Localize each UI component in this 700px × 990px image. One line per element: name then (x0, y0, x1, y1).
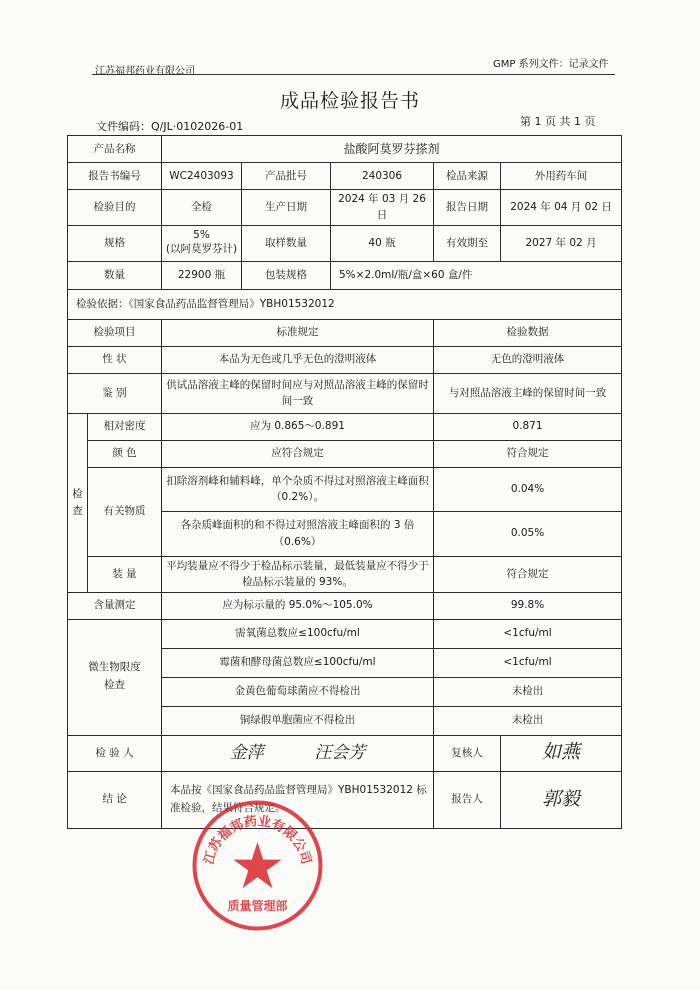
identification-label: 鉴 别 (68, 373, 162, 413)
reporter-label: 报告人 (434, 771, 501, 828)
spec-line1: 5% (193, 229, 210, 242)
batch-no: 240306 (331, 163, 434, 190)
micro-result-1: <1cfu/ml (434, 619, 622, 648)
row-qty (68, 261, 622, 289)
row-identification (68, 373, 622, 413)
micro-result-4: 未检出 (434, 706, 622, 735)
col-standard: 标准规定 (162, 319, 434, 346)
density-standard: 应为 0.865～0.891 (162, 413, 434, 440)
gmp-label: GMP 系列文件：记录文件 (493, 59, 609, 70)
inspector-label: 检 验 人 (68, 735, 162, 771)
label-pack: 包装规格 (242, 261, 331, 289)
basis: 检验依据：《国家食品药品监督管理局》YBH01532012 (68, 289, 622, 319)
micro-standard-1: 需氧菌总数应≤100cfu/ml (162, 619, 434, 648)
conclusion-text: 本品按《国家食品药品监督管理局》YBH01532012 标准检验，结果符合规定。 (162, 771, 434, 828)
color-standard: 应符合规定 (162, 440, 434, 467)
report-table (67, 135, 622, 829)
impurities-standard-2: 各杂质峰面积的和不得过对照溶液主峰面积的 3 倍（0.6%） (162, 511, 434, 556)
appearance-standard: 本品为无色或几乎无色的澄明液体 (162, 346, 434, 373)
row-impurity-1 (68, 467, 622, 511)
inspector-signature-2: 汪会芳 (314, 742, 366, 763)
col-result: 检验数据 (434, 319, 622, 346)
density-label: 相对密度 (88, 413, 162, 440)
quality-stamp (190, 798, 325, 933)
label-spec: 规格 (68, 225, 162, 261)
spec-line2: (以阿莫罗芬计) (165, 243, 238, 256)
reporter-signature: 郭毅 (501, 771, 622, 828)
reviewer-label: 复核人 (434, 735, 501, 771)
page-info: 第 1 页 共 1 页 (520, 115, 596, 128)
micro-standard-4: 铜绿假单胞菌应不得检出 (162, 706, 434, 735)
stamp-star-icon (233, 842, 281, 888)
filling-result: 符合规定 (434, 556, 622, 592)
conclusion-label: 结 论 (68, 771, 162, 828)
impurities-result-2: 0.05% (434, 511, 622, 556)
row-purpose (68, 190, 622, 226)
label-expiry: 有效期至 (434, 225, 501, 261)
reviewer-signature: 如燕 (501, 735, 622, 771)
density-result: 0.871 (434, 413, 622, 440)
product-name: 盐酸阿莫罗芬搽剂 (162, 136, 622, 163)
filling-standard: 平均装量应不得少于检品标示装量，最低装量应不得少于检品标示装量的 93%。 (162, 556, 434, 592)
source: 外用药车间 (501, 163, 622, 190)
pack-spec: 5%×2.0ml/瓶/盒×60 盒/件 (331, 261, 622, 289)
row-spec (68, 225, 622, 261)
micro-label-line2: 检查 (104, 679, 125, 692)
row-color (68, 440, 622, 467)
col-item: 检验项目 (68, 319, 162, 346)
micro-result-3: 未检出 (434, 677, 622, 706)
row-inspector (68, 735, 622, 771)
identification-result: 与对照品溶液主峰的保留时间一致 (434, 373, 622, 413)
row-appearance (68, 346, 622, 373)
label-prod-date: 生产日期 (242, 190, 331, 226)
impurities-result-1: 0.04% (434, 467, 622, 511)
row-assay (68, 592, 622, 619)
qty: 22900 瓶 (162, 261, 242, 289)
micro-result-2: <1cfu/ml (434, 648, 622, 677)
micro-label (68, 619, 162, 735)
row-conclusion (68, 771, 622, 828)
row-density (68, 413, 622, 440)
expiry: 2027 年 02 月 (501, 225, 622, 261)
label-product-name: 产品名称 (68, 136, 162, 163)
purpose: 全检 (162, 190, 242, 226)
sample-qty: 40 瓶 (331, 225, 434, 261)
prod-date: 2024 年 03 月 26 日 (331, 190, 434, 226)
impurities-standard-1: 扣除溶剂峰和辅料峰，单个杂质不得过对照溶液主峰面积（0.2%）。 (162, 467, 434, 511)
assay-label: 含量测定 (68, 592, 162, 619)
page-title: 成品检验报告书 (279, 90, 420, 112)
micro-standard-2: 霉菌和酵母菌总数应≤100cfu/ml (162, 648, 434, 677)
inspector-signature-1: 金萍 (229, 742, 264, 763)
inspector-signatures (162, 735, 434, 771)
label-purpose: 检验目的 (68, 190, 162, 226)
label-report-no: 报告书编号 (68, 163, 162, 190)
label-sample: 取样数量 (242, 225, 331, 261)
micro-label-line1: 微生物限度 (88, 661, 141, 674)
report-no: WC2403093 (162, 163, 242, 190)
filling-label: 装 量 (88, 556, 162, 592)
label-source: 检品来源 (434, 163, 501, 190)
appearance-result: 无色的澄明液体 (434, 346, 622, 373)
row-product-name (68, 136, 622, 163)
header-rule (92, 74, 615, 75)
company-name: 江苏福邦药业有限公司 (95, 66, 195, 77)
row-filling (68, 556, 622, 592)
row-columns (68, 319, 622, 346)
stamp-outer-text: 江苏福邦药业有限公司 (201, 814, 314, 867)
row-micro-1 (68, 619, 622, 648)
color-label: 颜 色 (88, 440, 162, 467)
assay-result: 99.8% (434, 592, 622, 619)
check-label: 检查 (68, 413, 88, 592)
appearance-label: 性 状 (68, 346, 162, 373)
stamp-inner-text: 质量管理部 (227, 899, 288, 913)
impurities-label: 有关物质 (88, 467, 162, 556)
micro-standard-3: 金黄色葡萄球菌应不得检出 (162, 677, 434, 706)
report-date: 2024 年 04 月 02 日 (501, 190, 622, 226)
assay-standard: 应为标示量的 95.0%～105.0% (162, 592, 434, 619)
label-qty: 数量 (68, 261, 162, 289)
identification-standard: 供试品溶液主峰的保留时间应与对照品溶液主峰的保留时间一致 (162, 373, 434, 413)
color-result: 符合规定 (434, 440, 622, 467)
row-report-no (68, 163, 622, 190)
label-report-date: 报告日期 (434, 190, 501, 226)
row-basis (68, 289, 622, 319)
file-number: 文件编码：Q/JL·0102026-01 (96, 120, 244, 133)
spec (162, 225, 242, 261)
label-batch: 产品批号 (242, 163, 331, 190)
